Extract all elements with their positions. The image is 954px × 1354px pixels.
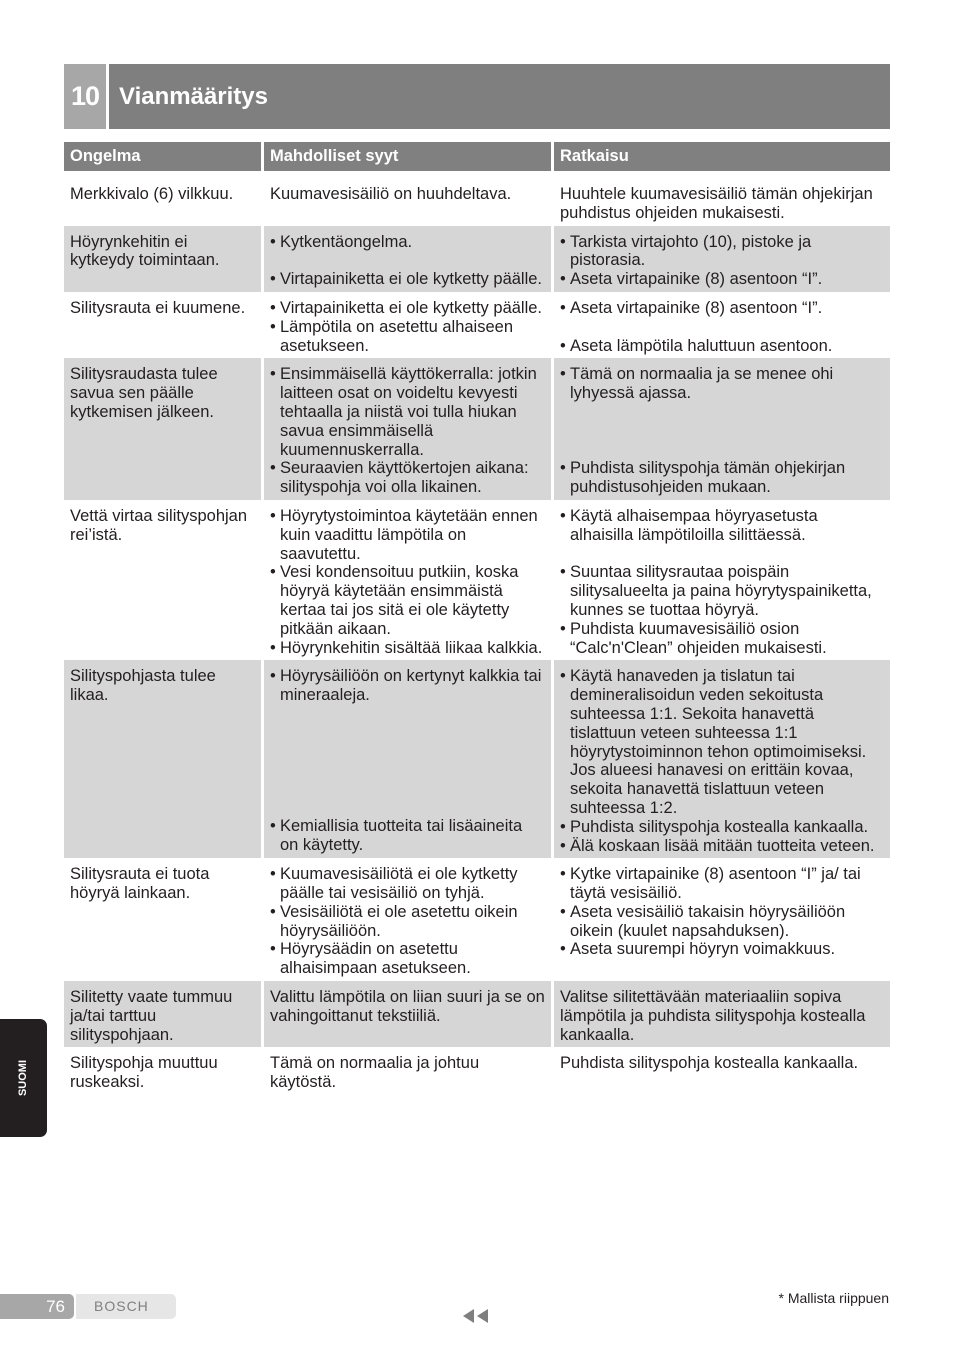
- solution-item: • Kytke virtapainike (8) asentoon “I” ja/ tai täytä vesisäiliö.: [560, 865, 884, 903]
- page-number: 76: [0, 1294, 74, 1319]
- double-left-arrow-icon: [462, 1308, 490, 1324]
- cause-cell: [264, 500, 554, 660]
- cause-item: • Vesisäiliötä ei ole asetettu oikein höyrysäiliöön.: [270, 903, 545, 941]
- solution-cell: [554, 226, 890, 292]
- column-header-problem: Ongelma: [64, 142, 264, 171]
- footnote: * Mallista riippuen: [778, 1290, 889, 1306]
- problem-cell: Silitysrauta ei tuota höyryä lainkaan.: [64, 858, 264, 981]
- solution-item: • Aseta virtapainike (8) asentoon “I”.: [560, 270, 884, 289]
- header-divider: [106, 64, 109, 129]
- cause-cell: [264, 358, 554, 500]
- cause-item: • Kuumavesisäiliötä ei ole kytketty päälle tai vesisäiliö on tyhjä.: [270, 865, 545, 903]
- cause-cell: [264, 660, 554, 858]
- table-row: [64, 660, 890, 858]
- cause-item: • Seuraavien käyttökertojen aikana: silityspohja voi olla likainen.: [270, 459, 545, 497]
- column-header-solution: Ratkaisu: [554, 142, 890, 171]
- table-row: [64, 1047, 890, 1095]
- column-header-causes: Mahdolliset syyt: [264, 142, 554, 171]
- section-title: Vianmääritys: [119, 83, 268, 110]
- cause-cell: Valittu lämpötila on liian suuri ja se on vahingoittanut tekstiiliä.: [264, 981, 554, 1047]
- solution-cell: [554, 858, 890, 981]
- cause-cell: Tämä on normaalia ja johtuu käytöstä.: [264, 1047, 554, 1095]
- cause-cell: [264, 292, 554, 358]
- solution-cell: [554, 358, 890, 500]
- solution-item: • Aseta vesisäiliö takaisin höyrysäiliöön oikein (kuulet napsahduksen).: [560, 903, 884, 941]
- cause-item: • Vesi kondensoituu putkiin, koska höyryä käytetään ensimmäistä kertaa tai jos sitä ei ole käytetty pitkään aikaan.: [270, 563, 545, 638]
- section-number: 10: [64, 64, 106, 129]
- cause-cell: [264, 858, 554, 981]
- solution-cell: Valitse silitettävään materiaaliin sopiva lämpötila ja puhdista silityspohja kostealla kankaalla.: [554, 981, 890, 1047]
- section-header: [64, 64, 890, 129]
- solution-item: • Puhdista silityspohja tämän ohjekirjan puhdistusohjeiden mukaan.: [560, 459, 884, 497]
- problem-cell: Silitysrauta ei kuumene.: [64, 292, 264, 358]
- solution-item: • Käytä hanaveden ja tislatun tai demineralisoidun veden sekoitusta suhteessa 1:1. Sekoita hanavettä tislattuun veteen suhteessa 1:1 höyrytystoiminnon tehon optimoimiseksi. Jos alueesi hanavesi on erittäin kovaa, sekoita hanavettä tislattuun veteen suhteessa 1:2.: [560, 667, 884, 817]
- cause-item: • Lämpötila on asetettu alhaiseen asetukseen.: [270, 318, 545, 356]
- problem-cell: Silitysraudasta tulee savua sen päälle kytkemisen jälkeen.: [64, 358, 264, 500]
- cause-cell: Kuumavesisäiliö on huuhdeltava.: [264, 178, 554, 226]
- solution-cell: [554, 500, 890, 660]
- solution-item: • Aseta virtapainike (8) asentoon “I”.: [560, 299, 884, 318]
- problem-cell: Silityspohja muuttuu ruskeaksi.: [64, 1047, 264, 1095]
- cause-item: • Kemiallisia tuotteita tai lisäaineita on käytetty.: [270, 817, 545, 855]
- language-tab: [0, 1019, 47, 1137]
- table-row: [64, 178, 890, 226]
- cause-item: • Kytkentäongelma.: [270, 233, 545, 252]
- table-header-row: [64, 142, 890, 171]
- cause-item: • Höyrynkehitin sisältää liikaa kalkkia.: [270, 639, 545, 658]
- problem-cell: Silitetty vaate tummuu ja/tai tarttuu silityspohjaan.: [64, 981, 264, 1047]
- solution-item: • Älä koskaan lisää mitään tuotteita veteen.: [560, 837, 884, 856]
- language-label: SUOMI: [17, 1059, 29, 1097]
- problem-cell: Vettä virtaa silityspohjan rei’istä.: [64, 500, 264, 660]
- solution-item: • Tämä on normaalia ja se menee ohi lyhyessä ajassa.: [560, 365, 884, 403]
- troubleshooting-table: [64, 142, 890, 1095]
- brand-label: BOSCH: [76, 1294, 176, 1319]
- solution-item: • Aseta suurempi höyryn voimakkuus.: [560, 940, 884, 959]
- problem-cell: Merkkivalo (6) vilkkuu.: [64, 178, 264, 226]
- cause-item: • Virtapainiketta ei ole kytketty päälle.: [270, 270, 545, 289]
- solution-item: • Puhdista silityspohja kostealla kankaalla.: [560, 818, 884, 837]
- cause-cell: [264, 226, 554, 292]
- solution-cell: Huuhtele kuumavesisäiliö tämän ohjekirjan puhdistus ohjeiden mukaisesti.: [560, 185, 873, 222]
- solution-item: • Puhdista kuumavesisäiliö osion “Calc'n'Clean” ohjeiden mukaisesti.: [560, 620, 884, 658]
- cause-item: • Virtapainiketta ei ole kytketty päälle.: [270, 299, 545, 318]
- solution-item: • Tarkista virtajohto (10), pistoke ja pistorasia.: [560, 233, 884, 271]
- cause-item: • Ensimmäisellä käyttökerralla: jotkin laitteen osat on voideltu kevyesti tehtaalla ja niistä voi tulla hiukan savua ensimmäisellä kuumennuskerralla.: [270, 365, 545, 459]
- table-row: [64, 981, 890, 1047]
- problem-cell: Höyrynkehitin ei kytkeydy toimintaan.: [64, 226, 264, 292]
- table-row: [64, 226, 890, 292]
- cause-item: • Höyrytystoimintoa käytetään ennen kuin vaadittu lämpötila on saavutettu.: [270, 507, 545, 563]
- cause-item: • Höyrysäädin on asetettu alhaisimpaan asetukseen.: [270, 940, 545, 978]
- table-row: [64, 358, 890, 500]
- table-row: [64, 500, 890, 660]
- solution-item: • Suuntaa silitysrautaa poispäin silitysalueelta ja paina höyrytyspainiketta, kunnes se tuottaa höyryä.: [560, 563, 884, 619]
- table-row: [64, 858, 890, 981]
- solution-item: • Käytä alhaisempaa höyryasetusta alhaisilla lämpötiloilla silittäessä.: [560, 507, 884, 545]
- solution-cell: [554, 660, 890, 858]
- cause-item: • Höyrysäiliöön on kertynyt kalkkia tai mineraaleja.: [270, 667, 545, 705]
- table-row: [64, 292, 890, 358]
- solution-item: • Aseta lämpötila haluttuun asentoon.: [560, 337, 884, 356]
- solution-cell: [554, 292, 890, 358]
- solution-cell: Puhdista silityspohja kostealla kankaalla.: [560, 1054, 859, 1073]
- problem-cell: Silityspohjasta tulee likaa.: [64, 660, 264, 858]
